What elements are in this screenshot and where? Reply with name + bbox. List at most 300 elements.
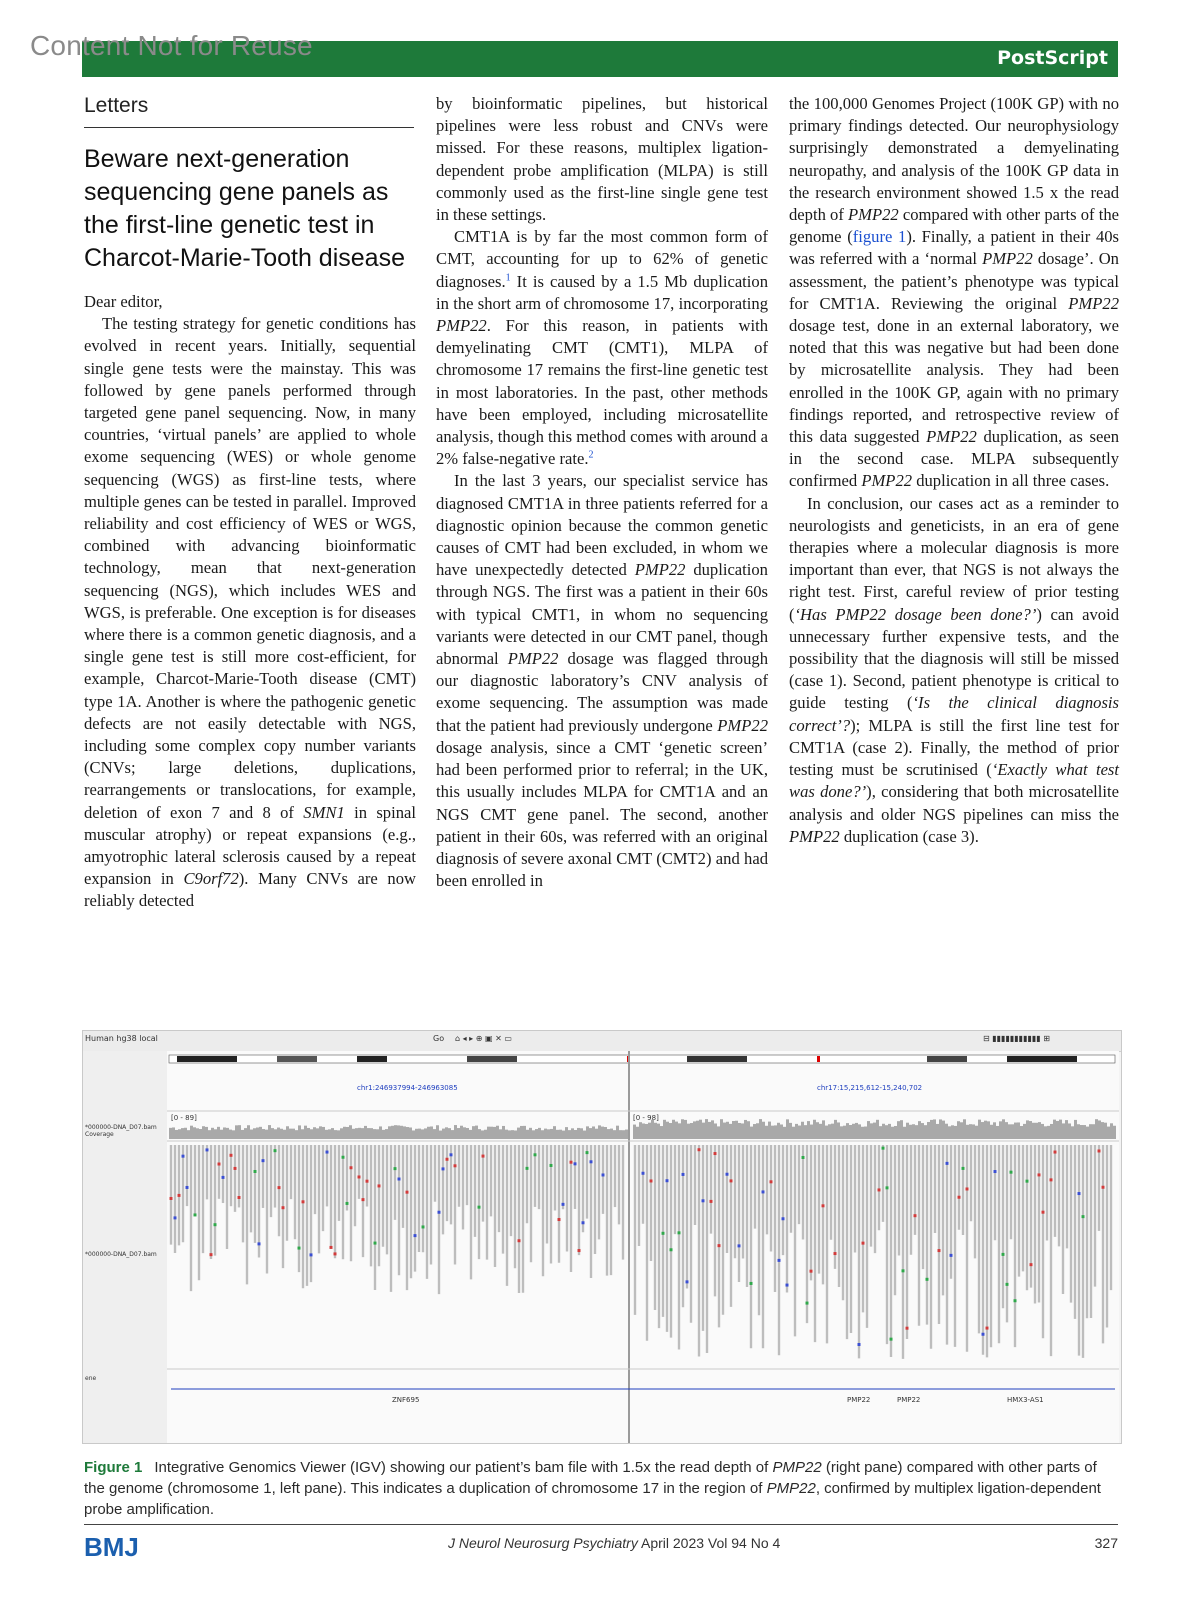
home-icon[interactable]: ⌂ ◂ ▸ ⊕ ▣ ✕ ▭ bbox=[455, 1034, 512, 1043]
mismatch-mark bbox=[946, 1162, 949, 1165]
coverage-bar bbox=[250, 1130, 253, 1139]
coverage-bar bbox=[292, 1129, 295, 1139]
coverage-bar bbox=[786, 1119, 789, 1139]
coverage-bar bbox=[436, 1125, 439, 1139]
mismatch-mark bbox=[730, 1179, 733, 1182]
coverage-bar bbox=[720, 1119, 723, 1139]
mismatch-mark bbox=[230, 1154, 233, 1157]
coverage-bar bbox=[427, 1127, 430, 1139]
coverage-bar bbox=[490, 1127, 493, 1139]
coverage-bar bbox=[511, 1130, 514, 1139]
mismatch-mark bbox=[958, 1196, 961, 1199]
mismatch-mark bbox=[1054, 1151, 1057, 1154]
coverage-bar bbox=[855, 1123, 858, 1139]
coverage-bar bbox=[837, 1122, 840, 1139]
coverage-bar bbox=[930, 1120, 933, 1139]
coverage-bar bbox=[735, 1121, 738, 1139]
coverage-bar bbox=[406, 1127, 409, 1139]
coverage-bar bbox=[897, 1121, 900, 1139]
coverage-bar bbox=[693, 1121, 696, 1139]
coverage-bar bbox=[202, 1126, 205, 1139]
coverage-bar bbox=[954, 1126, 957, 1139]
coverage-bar bbox=[840, 1126, 843, 1139]
mismatch-mark bbox=[258, 1242, 261, 1245]
mismatch-mark bbox=[1006, 1283, 1009, 1286]
coverage-bar bbox=[571, 1128, 574, 1139]
mismatch-mark bbox=[698, 1148, 701, 1151]
reference-link[interactable]: 1 bbox=[505, 272, 511, 284]
coverage-bar bbox=[939, 1119, 942, 1139]
coverage-bar bbox=[325, 1130, 328, 1139]
mismatch-mark bbox=[682, 1173, 685, 1176]
coverage-bar bbox=[232, 1130, 235, 1139]
coverage-bar bbox=[699, 1120, 702, 1139]
mismatch-mark bbox=[394, 1167, 397, 1170]
coverage-bar bbox=[607, 1129, 610, 1139]
coverage-bar bbox=[370, 1128, 373, 1139]
coverage-bar bbox=[900, 1120, 903, 1139]
coverage-bar bbox=[337, 1130, 340, 1139]
mismatch-mark bbox=[182, 1155, 185, 1158]
mismatch-mark bbox=[882, 1147, 885, 1150]
coverage-bar bbox=[553, 1126, 556, 1139]
coverage-bar bbox=[1017, 1122, 1020, 1139]
mismatch-mark bbox=[702, 1199, 705, 1202]
coverage-bar bbox=[957, 1121, 960, 1139]
bmj-logo: BMJ bbox=[84, 1532, 139, 1562]
track-name-gene: ene bbox=[85, 1375, 97, 1382]
coverage-bar bbox=[963, 1119, 966, 1139]
coverage-bar bbox=[430, 1126, 433, 1139]
coverage-bar bbox=[385, 1129, 388, 1139]
coverage-bar bbox=[1062, 1123, 1065, 1139]
coverage-bar bbox=[424, 1128, 427, 1139]
mismatch-mark bbox=[994, 1170, 997, 1173]
reference-link[interactable]: 2 bbox=[588, 449, 594, 461]
coverage-bar bbox=[717, 1126, 720, 1139]
mismatch-mark bbox=[562, 1203, 565, 1206]
gene-label: HMX3-AS1 bbox=[1007, 1396, 1044, 1404]
coverage-bar bbox=[388, 1126, 391, 1139]
mismatch-mark bbox=[858, 1343, 861, 1346]
mismatch-mark bbox=[262, 1159, 265, 1162]
coverage-bar bbox=[193, 1127, 196, 1139]
mismatch-mark bbox=[1010, 1171, 1013, 1174]
mismatch-mark bbox=[330, 1246, 333, 1249]
mismatch-mark bbox=[206, 1148, 209, 1151]
mismatch-mark bbox=[1026, 1180, 1029, 1183]
coverage-bar bbox=[942, 1121, 945, 1139]
paragraph: the 100,000 Genomes Project (100K GP) with no primary findings detected. Our neurophysiology surprisingly demonstrated a demyelinating neuropathy, and analysis of the 100K GP data in the research environment showed 1.5 x the read depth of PMP22 compared with other parts of the genome (figure 1). Finally, a patient in their 40s was referred with a ‘normal PMP22 dosage’. On assessment, the patient’s phenotype was typical for CMT1A. Reviewing the original PMP22 dosage test, done in an external laboratory, we noted that this was negative but had been done by microsatellite analysis. They had been enrolled in the 100K GP, again with no primary findings reported, and retrospective review of this data suggested PMP22 duplication, as seen in the second case. MLPA subsequently confirmed PMP22 duplication in all three cases. bbox=[789, 94, 1119, 491]
mismatch-mark bbox=[670, 1248, 673, 1251]
coverage-bar bbox=[1020, 1126, 1023, 1139]
mismatch-mark bbox=[274, 1149, 277, 1152]
coverage-bar bbox=[633, 1125, 636, 1139]
coverage-bar bbox=[322, 1127, 325, 1139]
coverage-bar bbox=[723, 1123, 726, 1139]
coverage-bar bbox=[466, 1128, 469, 1139]
mismatch-mark bbox=[962, 1167, 965, 1170]
coverage-bar bbox=[415, 1129, 418, 1139]
mismatch-mark bbox=[1102, 1186, 1105, 1189]
coverage-bar bbox=[975, 1126, 978, 1139]
coverage-bar bbox=[301, 1129, 304, 1139]
coverage-bar bbox=[657, 1124, 660, 1139]
page-number: 327 bbox=[1094, 1535, 1118, 1551]
coverage-bar bbox=[241, 1130, 244, 1139]
mismatch-mark bbox=[770, 1180, 773, 1183]
coverage-bar bbox=[280, 1129, 283, 1139]
coverage-bar bbox=[364, 1126, 367, 1139]
coverage-bar bbox=[912, 1124, 915, 1139]
mismatch-mark bbox=[590, 1160, 593, 1163]
coverage-bar bbox=[505, 1130, 508, 1139]
coverage-bar bbox=[663, 1120, 666, 1139]
coverage-bar bbox=[286, 1126, 289, 1139]
coverage-bar bbox=[849, 1125, 852, 1139]
coverage-bar bbox=[361, 1128, 364, 1139]
coverage-bar bbox=[1095, 1119, 1098, 1139]
coverage-bar bbox=[313, 1127, 316, 1139]
coverage-bar bbox=[1104, 1123, 1107, 1139]
mismatch-mark bbox=[1082, 1215, 1085, 1218]
coverage-bar bbox=[1053, 1120, 1056, 1139]
coverage-bar bbox=[358, 1128, 361, 1139]
mismatch-mark bbox=[686, 1280, 689, 1283]
coverage-bar bbox=[199, 1129, 202, 1139]
coverage-bar bbox=[310, 1129, 313, 1139]
mismatch-mark bbox=[518, 1239, 521, 1242]
mismatch-mark bbox=[222, 1176, 225, 1179]
coverage-bar bbox=[1077, 1124, 1080, 1139]
coverage-bar bbox=[172, 1127, 175, 1139]
igv-toolbar bbox=[83, 1031, 1121, 1052]
mismatch-mark bbox=[558, 1218, 561, 1221]
coverage-bar bbox=[894, 1126, 897, 1139]
coverage-bar bbox=[795, 1124, 798, 1139]
coverage-bar bbox=[556, 1130, 559, 1139]
coverage-bar bbox=[559, 1130, 562, 1139]
coverage-bar bbox=[801, 1122, 804, 1139]
figure-igv bbox=[82, 1030, 1122, 1444]
mismatch-mark bbox=[478, 1206, 481, 1209]
coverage-bar bbox=[208, 1130, 211, 1139]
coverage-bar bbox=[574, 1130, 577, 1139]
coverage-bar bbox=[610, 1129, 613, 1139]
coverage-bar bbox=[768, 1122, 771, 1139]
mismatch-mark bbox=[738, 1244, 741, 1247]
coverage-bar bbox=[1029, 1121, 1032, 1139]
coverage-bar bbox=[924, 1125, 927, 1139]
mismatch-mark bbox=[586, 1151, 589, 1154]
mismatch-mark bbox=[662, 1232, 665, 1235]
coverage-bar bbox=[1002, 1119, 1005, 1139]
coverage-bar bbox=[885, 1125, 888, 1139]
coverage-bar bbox=[984, 1121, 987, 1139]
coverage-bar bbox=[669, 1123, 672, 1139]
coverage-bar bbox=[813, 1120, 816, 1139]
mismatch-mark bbox=[178, 1194, 181, 1197]
genome-select[interactable]: Human hg38 local bbox=[85, 1034, 158, 1043]
coverage-bar bbox=[1023, 1124, 1026, 1139]
coverage-bar bbox=[379, 1126, 382, 1139]
coverage-bar bbox=[993, 1122, 996, 1139]
coverage-bar bbox=[619, 1130, 622, 1139]
mismatch-mark bbox=[378, 1184, 381, 1187]
go-button[interactable]: Go bbox=[433, 1034, 445, 1043]
mismatch-mark bbox=[822, 1204, 825, 1207]
mismatch-mark bbox=[650, 1179, 653, 1182]
coverage-bar bbox=[526, 1130, 529, 1139]
zoom-slider[interactable]: ⊟ ▮▮▮▮▮▮▮▮▮▮▮ ⊞ bbox=[983, 1034, 1050, 1043]
coverage-bar bbox=[445, 1127, 448, 1139]
mismatch-mark bbox=[1038, 1173, 1041, 1176]
coverage-bar bbox=[729, 1124, 732, 1139]
coverage-bar bbox=[1014, 1123, 1017, 1139]
igv-panels bbox=[167, 1051, 1119, 1443]
coverage-bar bbox=[1101, 1122, 1104, 1139]
coverage-bar bbox=[1044, 1126, 1047, 1139]
coverage-bar bbox=[319, 1126, 322, 1139]
coverage-bar bbox=[1041, 1124, 1044, 1139]
coverage-bar bbox=[346, 1127, 349, 1139]
coverage-bar bbox=[690, 1123, 693, 1139]
paragraph: In conclusion, our cases act as a reminder to neurologists and geneticists, in an era of gene therapies where a molecular diagnosis is more important than ever, that NGS is not always the right test. First, careful review of prior testing (‘Has PMP22 dosage been done?’) can avoid unnecessary further expensive tests, and the possibility that the diagnosis will still be missed (case 1). Second, patient phenotype is critical to guide testing (‘Is the clinical diagnosis correct’?); MLPA is still the first line test for CMT1A (case 2). Finally, the method of prior testing must be scrutinised (‘Exactly what test was done?’), considering that both microsatellite analysis and older NGS pipelines can miss the PMP22 duplication (case 3). bbox=[789, 493, 1120, 846]
mismatch-mark bbox=[710, 1200, 713, 1203]
mismatch-mark bbox=[1078, 1192, 1081, 1195]
mismatch-mark bbox=[750, 1282, 753, 1285]
coverage-bar bbox=[804, 1125, 807, 1139]
coverage-bar bbox=[514, 1130, 517, 1139]
mismatch-mark bbox=[302, 1200, 305, 1203]
coverage-bar bbox=[1059, 1120, 1062, 1139]
mismatch-mark bbox=[214, 1223, 217, 1226]
coverage-bar bbox=[915, 1125, 918, 1139]
mismatch-mark bbox=[778, 1259, 781, 1262]
mismatch-mark bbox=[678, 1231, 681, 1234]
coverage-bar bbox=[616, 1126, 619, 1139]
coverage-bar bbox=[1005, 1122, 1008, 1139]
coverage-bar bbox=[175, 1130, 178, 1139]
coverage-bar bbox=[277, 1128, 280, 1139]
coverage-bar bbox=[589, 1128, 592, 1139]
coverage-bar bbox=[523, 1126, 526, 1139]
coverage-bar bbox=[714, 1123, 717, 1139]
coverage-bar bbox=[747, 1121, 750, 1139]
coverage-bar bbox=[268, 1125, 271, 1139]
mismatch-mark bbox=[326, 1151, 329, 1154]
coverage-bar bbox=[960, 1122, 963, 1139]
coverage-bar bbox=[834, 1120, 837, 1139]
mismatch-mark bbox=[450, 1153, 453, 1156]
coverage-bar bbox=[217, 1127, 220, 1139]
mismatch-mark bbox=[926, 1278, 929, 1281]
mismatch-mark bbox=[482, 1155, 485, 1158]
coverage-bar bbox=[169, 1128, 172, 1139]
coverage-bar bbox=[873, 1123, 876, 1139]
coverage-bar bbox=[256, 1128, 259, 1139]
mismatch-mark bbox=[366, 1180, 369, 1183]
coverage-bar bbox=[909, 1125, 912, 1139]
mismatch-mark bbox=[234, 1167, 237, 1170]
footer-divider bbox=[84, 1524, 1118, 1525]
coverage-bar bbox=[660, 1126, 663, 1139]
header-label: PostScript bbox=[997, 47, 1108, 69]
coverage-bar bbox=[586, 1126, 589, 1139]
mismatch-mark bbox=[1098, 1149, 1101, 1152]
coverage-bar bbox=[352, 1129, 355, 1139]
coverage-bar bbox=[651, 1120, 654, 1139]
coverage-bar bbox=[532, 1130, 535, 1139]
watermark: Content Not for Reuse bbox=[30, 30, 313, 61]
column-1 bbox=[84, 291, 416, 913]
coverage-bar bbox=[376, 1129, 379, 1139]
coverage-bar bbox=[190, 1126, 193, 1139]
coverage-range-left: [0 - 89] bbox=[171, 1114, 197, 1122]
coverage-bar bbox=[921, 1123, 924, 1139]
coverage-bar bbox=[562, 1131, 565, 1139]
coverage-bar bbox=[604, 1127, 607, 1139]
figure-link[interactable]: figure 1 bbox=[852, 227, 907, 247]
coverage-bar bbox=[487, 1127, 490, 1139]
mismatch-mark bbox=[986, 1327, 989, 1330]
coverage-bar bbox=[403, 1126, 406, 1139]
coverage-bar bbox=[400, 1126, 403, 1139]
coverage-bar bbox=[259, 1127, 262, 1139]
coverage-bar bbox=[211, 1128, 214, 1139]
coverage-bar bbox=[948, 1126, 951, 1139]
coverage-bar bbox=[229, 1130, 232, 1139]
mismatch-mark bbox=[666, 1179, 669, 1182]
coverage-bar bbox=[373, 1129, 376, 1139]
coverage-bar bbox=[1098, 1120, 1101, 1139]
coverage-bar bbox=[409, 1127, 412, 1139]
caption-label: Figure 1 bbox=[84, 1459, 143, 1476]
gene-label: PMP22 bbox=[847, 1396, 871, 1404]
coverage-bar bbox=[1056, 1121, 1059, 1139]
coverage-bar bbox=[753, 1124, 756, 1139]
coverage-bar bbox=[705, 1119, 708, 1139]
coverage-bar bbox=[478, 1129, 481, 1139]
mismatch-mark bbox=[762, 1190, 765, 1193]
coverage-bar bbox=[253, 1128, 256, 1139]
coverage-bar bbox=[568, 1130, 571, 1139]
coverage-bar bbox=[238, 1125, 241, 1139]
coverage-bar bbox=[810, 1125, 813, 1139]
coverage-bar bbox=[433, 1129, 436, 1139]
coverage-bar bbox=[625, 1130, 628, 1139]
coverage-bar bbox=[636, 1127, 639, 1139]
coverage-bar bbox=[349, 1125, 352, 1139]
mismatch-mark bbox=[358, 1175, 361, 1178]
coverage-bar bbox=[367, 1128, 370, 1139]
coverage-bar bbox=[738, 1123, 741, 1139]
coverage-range-right: [0 - 98] bbox=[633, 1114, 659, 1122]
coverage-bar bbox=[595, 1129, 598, 1139]
coverage-bar bbox=[744, 1120, 747, 1139]
coverage-bar bbox=[382, 1130, 385, 1139]
coverage-bar bbox=[918, 1121, 921, 1139]
coverage-bar bbox=[460, 1126, 463, 1139]
coverage-bar bbox=[828, 1124, 831, 1139]
coverage-bar bbox=[247, 1125, 250, 1139]
mismatch-mark bbox=[438, 1211, 441, 1214]
coverage-bar bbox=[598, 1125, 601, 1139]
coverage-bar bbox=[235, 1125, 238, 1139]
journal-citation: J Neurol Neurosurg Psychiatry April 2023 Vol 94 No 4 bbox=[448, 1535, 781, 1551]
coverage-bar bbox=[472, 1126, 475, 1139]
coverage-bar bbox=[807, 1121, 810, 1139]
coverage-bar bbox=[987, 1121, 990, 1139]
coverage-bar bbox=[448, 1128, 451, 1139]
coverage-bar bbox=[1038, 1122, 1041, 1139]
coverage-bar bbox=[1080, 1125, 1083, 1139]
mismatch-mark bbox=[342, 1156, 345, 1159]
coverage-bar bbox=[711, 1120, 714, 1139]
track-names bbox=[83, 1051, 168, 1443]
coverage-bar bbox=[496, 1126, 499, 1139]
coverage-bar bbox=[244, 1128, 247, 1139]
coverage-bar bbox=[577, 1128, 580, 1139]
coverage-bar bbox=[978, 1120, 981, 1139]
coverage-bar bbox=[741, 1123, 744, 1139]
coverage-bar bbox=[648, 1123, 651, 1139]
coverage-bar bbox=[981, 1122, 984, 1139]
coverage-bar bbox=[870, 1123, 873, 1139]
mismatch-mark bbox=[1042, 1211, 1045, 1214]
mismatch-mark bbox=[298, 1247, 301, 1250]
coverage-bar bbox=[822, 1120, 825, 1139]
coverage-bar bbox=[666, 1122, 669, 1139]
paragraph: CMT1A is by far the most common form of CMT, accounting for up to 62% of genetic diagnoses.$^1$ It is caused by a 1.5 Mb duplication in the short arm of chromosome 17, incorporating PMP22. For this reason, in patients with demyelinating CMT (CMT1), MLPA of chromosome 17 remains the first-line genetic test in most laboratories. In the past, other methods have been employed, including microsatellite analysis, though this method comes with around a 2% false-negative rate.$^2$ bbox=[436, 227, 768, 469]
coverage-bar bbox=[298, 1125, 301, 1139]
coverage-bar bbox=[1092, 1124, 1095, 1139]
coverage-bar bbox=[592, 1126, 595, 1139]
mismatch-mark bbox=[278, 1186, 281, 1189]
coverage-bar bbox=[220, 1130, 223, 1139]
coverage-bar bbox=[274, 1129, 277, 1139]
mismatch-mark bbox=[714, 1152, 717, 1155]
coverage-bar bbox=[678, 1123, 681, 1139]
coverage-bar bbox=[271, 1128, 274, 1139]
coverage-bar bbox=[765, 1126, 768, 1139]
paragraph: In the last 3 years, our specialist service has diagnosed CMT1A in three patients referred for a diagnostic opinion because the common genetic causes of CMT had been excluded, in whom we have unexpectedly detected PMP22 duplication through NGS. The first was a patient in their 60s with typical CMT1, in whom no sequencing variants were detected in our CMT panel, though abnormal PMP22 dosage was flagged through our diagnostic laboratory’s CNV analysis of exome sequencing. The assumption was made that the patient had previously undergone PMP22 dosage analysis, since a CMT ‘genetic screen’ had been performed prior to referral; in the UK, this usually includes MLPA for CMT1A and an NGS CMT gene panel. The second, another patient in their 60s, was referred with an original diagnosis of severe axonal CMT (CMT2) and had been enrolled in bbox=[436, 471, 768, 891]
coverage-bar bbox=[696, 1121, 699, 1139]
coverage-bar bbox=[178, 1129, 181, 1139]
coverage-bar bbox=[1113, 1126, 1116, 1139]
mismatch-mark bbox=[582, 1221, 585, 1224]
coverage-bar bbox=[544, 1129, 547, 1139]
column-2 bbox=[436, 93, 768, 892]
mismatch-mark bbox=[350, 1166, 353, 1169]
coverage-bar bbox=[936, 1124, 939, 1139]
coverage-bar bbox=[1011, 1124, 1014, 1139]
mismatch-mark bbox=[406, 1191, 409, 1194]
coverage-bar bbox=[756, 1123, 759, 1139]
coverage-bar bbox=[397, 1125, 400, 1139]
coverage-bar bbox=[732, 1121, 735, 1139]
coverage-bar bbox=[966, 1125, 969, 1139]
coverage-bar bbox=[565, 1127, 568, 1139]
coverage-bar bbox=[334, 1130, 337, 1139]
coverage-bar bbox=[1026, 1120, 1029, 1139]
coverage-bar bbox=[262, 1129, 265, 1139]
mismatch-mark bbox=[802, 1156, 805, 1159]
coverage-bar bbox=[654, 1123, 657, 1139]
coverage-bar bbox=[816, 1122, 819, 1139]
column-3 bbox=[789, 93, 1119, 848]
coverage-bar bbox=[996, 1126, 999, 1139]
